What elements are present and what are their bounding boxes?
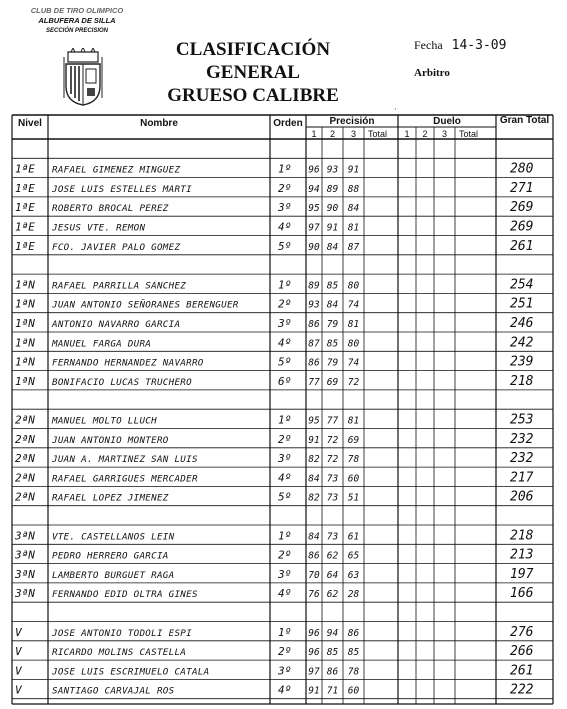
col-header-nivel: Nivel (18, 118, 42, 129)
row-nombre: FERNANDO EDID OLTRA GINES (52, 589, 198, 601)
row-nombre: JOSE LUIS ESCRIMUELO CATALA (52, 666, 210, 678)
row-nivel: 1ªN (15, 278, 35, 292)
row-nivel: 3ªN (15, 567, 35, 581)
row-nivel: 2ªN (15, 432, 35, 446)
row-nombre: ROBERTO BROCAL PEREZ (52, 203, 169, 215)
row-precision-2: 84 (326, 241, 339, 253)
row-precision-2: 85 (326, 280, 339, 292)
row-precision-2: 69 (326, 376, 339, 388)
row-precision-1: 76 (308, 589, 320, 601)
precision-sub-3: 3 (350, 129, 357, 139)
row-nombre: RAFAEL GIMENEZ MINGUEZ (52, 164, 181, 176)
row-orden: 4º (278, 587, 292, 601)
row-precision-2: 85 (326, 647, 339, 659)
row-orden: 6º (278, 374, 292, 388)
row-gran-total: 232 (510, 431, 534, 447)
date-value: 14-3-09 (451, 38, 507, 53)
row-orden: 5º (278, 355, 292, 369)
row-precision-1: 84 (308, 531, 320, 543)
row-precision-2: 73 (326, 531, 339, 543)
row-nivel: 2ªN (15, 413, 35, 427)
row-precision-3: 74 (347, 357, 360, 369)
row-precision-3: 74 (347, 299, 360, 311)
row-precision-3: 78 (347, 454, 360, 466)
row-orden: 4º (278, 683, 292, 697)
row-gran-total: 276 (510, 624, 534, 640)
row-precision-3: 60 (347, 685, 360, 697)
row-nivel: V (15, 683, 22, 697)
row-precision-3: 72 (347, 376, 360, 388)
row-gran-total: 269 (510, 219, 534, 235)
row-gran-total: 166 (510, 586, 534, 602)
row-orden: 1º (278, 413, 292, 427)
row-precision-3: 69 (347, 434, 360, 446)
row-nivel: V (15, 664, 22, 678)
row-precision-3: 51 (347, 492, 360, 504)
col-header-nombre: Nombre (140, 118, 178, 129)
row-gran-total: 269 (510, 200, 534, 216)
row-nivel: V (15, 625, 22, 639)
row-gran-total: 253 (510, 412, 534, 428)
row-precision-2: 94 (326, 627, 339, 639)
row-precision-2: 73 (326, 473, 339, 485)
row-precision-3: 84 (347, 203, 360, 215)
row-precision-2: 62 (326, 550, 339, 562)
row-orden: 4º (278, 471, 292, 485)
club-location: ALBUFERA DE SILLA (38, 16, 116, 25)
row-precision-3: 65 (347, 550, 360, 562)
title-line-2: GRUESO CALIBRE (167, 85, 339, 106)
row-nombre: SANTIAGO CARVAJAL ROS (52, 685, 175, 697)
row-precision-2: 79 (326, 319, 339, 330)
duelo-sub-3: 3 (441, 129, 448, 139)
row-orden: 2º (278, 297, 292, 311)
row-gran-total: 213 (510, 547, 534, 563)
row-nivel: 1ªE (15, 181, 35, 195)
row-orden: 1º (278, 529, 292, 543)
row-precision-1: 89 (308, 280, 320, 292)
row-precision-3: 63 (347, 569, 360, 581)
row-precision-3: 91 (347, 164, 360, 176)
row-nivel: 1ªN (15, 374, 35, 388)
row-precision-1: 82 (308, 492, 320, 504)
row-precision-2: 72 (326, 454, 339, 466)
row-precision-2: 85 (326, 338, 339, 350)
row-nombre: ANTONIO NAVARRO GARCIA (52, 319, 181, 330)
row-nivel: 3ªN (15, 587, 35, 601)
row-precision-3: 60 (347, 473, 360, 485)
row-nivel: 3ªN (15, 529, 35, 543)
row-precision-2: 71 (326, 685, 339, 697)
row-orden: 5º (278, 490, 292, 504)
row-orden: 3º (278, 567, 292, 581)
row-nivel: 1ªN (15, 355, 35, 369)
row-nombre: BONIFACIO LUCAS TRUCHERO (52, 376, 192, 388)
row-nombre: JOSE LUIS ESTELLES MARTI (52, 183, 192, 195)
row-orden: 2º (278, 548, 292, 562)
club-name: CLUB DE TIRO OLIMPICO (30, 6, 124, 15)
row-precision-2: 86 (326, 666, 339, 678)
row-precision-1: 87 (308, 338, 320, 350)
row-orden: 3º (278, 317, 292, 330)
row-precision-3: 28 (347, 589, 360, 601)
row-nivel: 1ªN (15, 297, 35, 311)
row-precision-1: 93 (308, 299, 320, 311)
row-orden: 3º (278, 664, 292, 678)
col-header-duelo: Duelo (433, 116, 461, 127)
row-precision-3: 80 (347, 280, 360, 292)
row-nombre: PEDRO HERRERO GARCIA (52, 550, 169, 562)
row-gran-total: 261 (510, 663, 534, 679)
row-gran-total: 261 (510, 238, 534, 254)
row-precision-1: 90 (308, 241, 320, 253)
row-nombre: JOSE ANTONIO TODOLI ESPI (52, 627, 192, 639)
col-header-orden: Orden (273, 118, 303, 129)
club-section: SECCIÓN PRECISION (45, 28, 108, 34)
row-gran-total: 218 (510, 528, 534, 544)
row-precision-3: 61 (347, 531, 360, 543)
row-precision-2: 91 (326, 222, 339, 234)
row-gran-total: 266 (510, 644, 534, 660)
duelo-sub-1: 1 (404, 129, 410, 139)
duelo-sub-total: Total (459, 129, 479, 139)
row-precision-3: 80 (347, 338, 360, 350)
row-precision-1: 95 (308, 203, 320, 215)
row-precision-1: 97 (308, 222, 320, 234)
row-orden: 4º (278, 220, 292, 234)
row-nombre: JUAN A. MARTINEZ SAN LUIS (52, 454, 198, 466)
row-gran-total: 271 (510, 180, 534, 196)
row-precision-3: 81 (347, 319, 360, 330)
row-nivel: 1ªE (15, 201, 35, 215)
referee-label: Arbitro (414, 67, 450, 79)
row-precision-1: 77 (308, 376, 320, 388)
row-gran-total: 254 (510, 277, 534, 293)
row-nombre: FCO. JAVIER PALO GOMEZ (52, 241, 181, 253)
col-header-precision: Precisión (329, 116, 375, 127)
row-gran-total: 242 (510, 335, 534, 351)
row-nivel: 2ªN (15, 452, 35, 466)
row-orden: 1º (278, 625, 292, 639)
row-orden: 2º (278, 181, 292, 195)
row-nivel: 3ªN (15, 548, 35, 562)
row-gran-total: 251 (510, 296, 534, 312)
row-nombre: RAFAEL GARRIGUES MERCADER (52, 473, 198, 485)
row-nivel: 2ªN (15, 490, 35, 504)
row-orden: 5º (278, 239, 292, 253)
row-precision-1: 70 (308, 569, 320, 581)
row-nombre: RAFAEL PARRILLA SANCHEZ (52, 280, 187, 292)
row-nivel: V (15, 645, 22, 659)
row-precision-1: 86 (308, 319, 320, 330)
precision-sub-total: Total (368, 129, 388, 139)
duelo-sub-2: 2 (422, 129, 428, 139)
row-nombre: MANUEL MOLTO LLUCH (52, 415, 157, 427)
row-precision-1: 82 (308, 454, 320, 466)
row-precision-2: 89 (326, 183, 339, 195)
stray-mark: · (394, 105, 397, 114)
row-gran-total: 206 (510, 489, 534, 505)
row-precision-2: 64 (326, 569, 339, 581)
row-precision-1: 96 (308, 627, 320, 639)
row-precision-1: 86 (308, 550, 320, 562)
row-precision-1: 94 (308, 183, 320, 195)
row-precision-3: 81 (347, 222, 360, 234)
row-nivel: 1ªE (15, 239, 35, 253)
row-precision-1: 91 (308, 685, 320, 697)
row-nombre: JESUS VTE. REMON (52, 222, 146, 234)
row-nombre: VTE. CASTELLANOS LEIN (52, 531, 175, 543)
row-precision-1: 96 (308, 647, 320, 659)
row-precision-3: 87 (347, 241, 360, 253)
row-precision-1: 86 (308, 357, 320, 369)
row-gran-total: 218 (510, 373, 534, 389)
row-precision-2: 72 (326, 434, 339, 446)
row-precision-2: 93 (326, 164, 339, 176)
row-precision-1: 95 (308, 415, 320, 427)
row-precision-1: 96 (308, 164, 320, 176)
precision-sub-2: 2 (329, 129, 336, 139)
row-gran-total: 217 (510, 470, 534, 486)
row-gran-total: 280 (510, 161, 534, 177)
row-precision-2: 79 (326, 357, 339, 369)
row-precision-3: 85 (347, 647, 360, 659)
row-precision-3: 86 (347, 627, 360, 639)
row-gran-total: 246 (510, 316, 534, 331)
row-nombre: LAMBERTO BURGUET RAGA (52, 569, 175, 581)
row-nivel: 1ªE (15, 220, 35, 234)
row-precision-3: 88 (347, 183, 360, 195)
row-nombre: MANUEL FARGA DURA (52, 338, 152, 350)
title-line-1: CLASIFICACIÓN GENERAL (175, 39, 331, 83)
row-nivel: 1ªN (15, 317, 35, 330)
row-orden: 1º (278, 278, 292, 292)
row-nivel: 2ªN (15, 471, 35, 485)
row-precision-2: 77 (326, 415, 339, 427)
row-precision-2: 90 (326, 203, 339, 215)
row-precision-3: 81 (347, 415, 360, 427)
row-precision-2: 73 (326, 492, 339, 504)
row-precision-1: 91 (308, 434, 320, 446)
date-label: Fecha (414, 38, 443, 52)
row-orden: 2º (278, 645, 292, 659)
row-precision-1: 97 (308, 666, 320, 678)
row-gran-total: 222 (510, 682, 534, 698)
col-header-gran-total: Gran Total (499, 115, 550, 126)
row-orden: 4º (278, 336, 292, 350)
row-nombre: RICARDO MOLINS CASTELLA (52, 647, 187, 659)
row-orden: 1º (278, 162, 292, 176)
row-orden: 3º (278, 201, 292, 215)
row-precision-3: 78 (347, 666, 360, 678)
row-nivel: 1ªE (15, 162, 35, 176)
row-gran-total: 197 (510, 566, 534, 582)
precision-sub-1: 1 (311, 129, 317, 139)
row-orden: 2º (278, 432, 292, 446)
row-orden: 3º (278, 452, 292, 466)
row-nivel: 1ªN (15, 336, 35, 350)
row-nombre: JUAN ANTONIO SEÑORANES BERENGUER (52, 299, 239, 311)
row-precision-2: 62 (326, 589, 339, 601)
row-nombre: FERNANDO HERNANDEZ NAVARRO (52, 357, 204, 369)
row-precision-1: 84 (308, 473, 320, 485)
row-precision-2: 84 (326, 299, 339, 311)
row-gran-total: 232 (510, 451, 534, 467)
row-nombre: RAFAEL LOPEZ JIMENEZ (52, 492, 169, 504)
row-nombre: JUAN ANTONIO MONTERO (52, 434, 169, 446)
row-gran-total: 239 (510, 354, 534, 370)
